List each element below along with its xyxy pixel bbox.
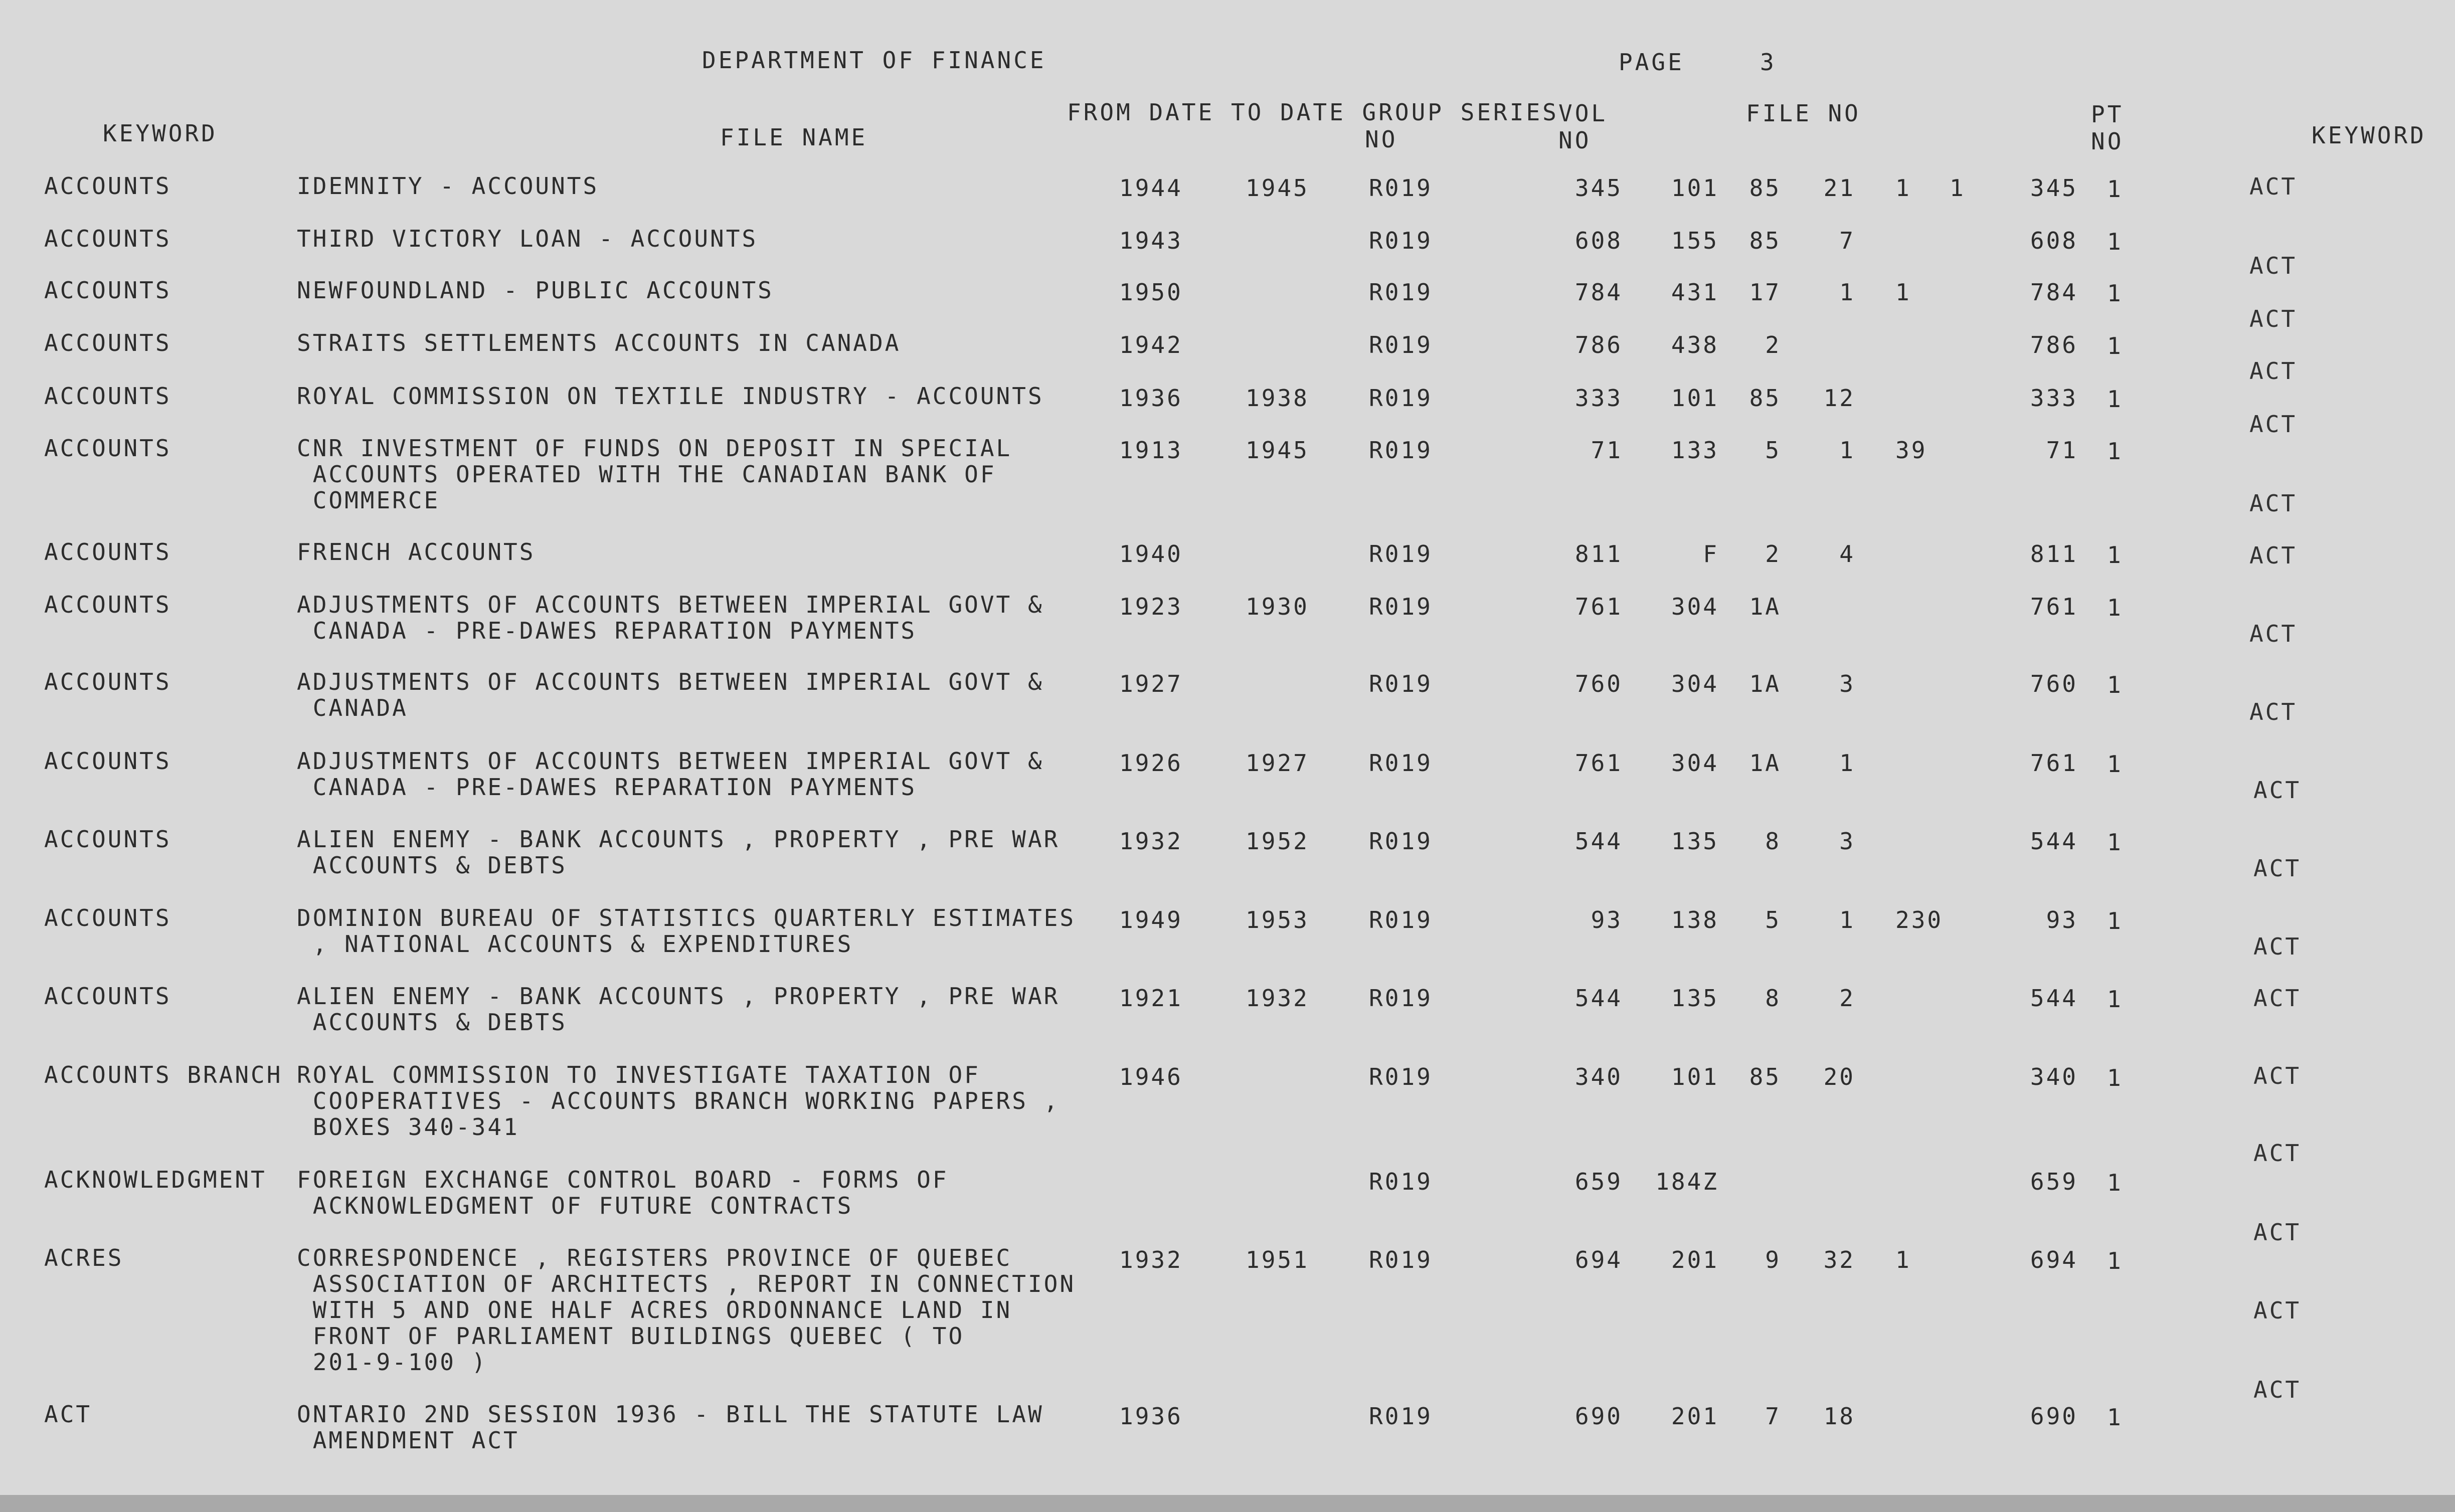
row-group: R019 xyxy=(1369,828,1433,855)
row-file-name-line: STRAITS SETTLEMENTS ACCOUNTS IN CANADA xyxy=(297,329,901,356)
row-file-no-1: 135 xyxy=(1671,828,1719,855)
row-file-vol: 544 xyxy=(2030,985,2078,1012)
row-vol: 690 xyxy=(1574,1403,1623,1430)
row-keyword: ACT xyxy=(44,1401,92,1428)
row-vol: 760 xyxy=(1574,670,1623,697)
row-group: R019 xyxy=(1369,437,1433,464)
row-keyword: ACCOUNTS xyxy=(44,747,171,775)
row-pt: 1 xyxy=(2107,332,2123,359)
row-file-vol: 761 xyxy=(2030,749,2078,777)
row-file-no-1: 101 xyxy=(1671,1063,1719,1090)
row-keyword: ACCOUNTS xyxy=(44,591,171,618)
row-file-no-2: 8 xyxy=(1765,828,1781,855)
row-pt: 1 xyxy=(2107,829,2123,856)
row-file-name-line: ACCOUNTS & DEBTS xyxy=(297,1009,567,1036)
row-group: R019 xyxy=(1369,749,1433,777)
row-pt: 1 xyxy=(2107,175,2123,203)
row-file-no-2: 5 xyxy=(1765,906,1781,933)
row-file-no-2: 2 xyxy=(1765,331,1781,358)
row-from-date: 1943 xyxy=(1119,227,1183,254)
row-keyword: ACCOUNTS xyxy=(44,668,171,695)
row-pt: 1 xyxy=(2107,750,2123,778)
right-keyword: ACT xyxy=(2249,620,2298,647)
row-group: R019 xyxy=(1369,385,1433,412)
row-file-no-3: 12 xyxy=(1823,385,1855,412)
right-keyword: ACT xyxy=(2249,542,2298,569)
row-vol: 608 xyxy=(1574,227,1623,254)
keyword-right-column-header: KEYWORD xyxy=(2312,122,2426,149)
row-file-vol: 659 xyxy=(2030,1168,2078,1195)
row-file-name-line: FRONT OF PARLIAMENT BUILDINGS QUEBEC ( TO xyxy=(297,1322,965,1350)
row-group: R019 xyxy=(1369,1063,1433,1090)
row-file-name-line: ACKNOWLEDGMENT OF FUTURE CONTRACTS xyxy=(297,1192,853,1219)
row-file-no-4: 1 xyxy=(1895,279,1911,306)
row-file-name-line: 201-9-100 ) xyxy=(297,1349,488,1376)
row-file-no-1: 201 xyxy=(1671,1403,1719,1430)
row-keyword: ACCOUNTS xyxy=(44,826,171,853)
row-file-no-2: 85 xyxy=(1749,1063,1781,1090)
right-keyword: ACT xyxy=(2253,1219,2302,1246)
row-to-date: 1945 xyxy=(1246,437,1309,464)
vol-column-header: VOL xyxy=(1558,100,1608,127)
row-file-no-1: 138 xyxy=(1671,906,1719,933)
right-keyword: ACT xyxy=(2249,698,2298,725)
row-to-date: 1952 xyxy=(1246,828,1309,855)
row-file-vol: 544 xyxy=(2030,828,2078,855)
row-vol: 659 xyxy=(1574,1168,1623,1195)
row-file-no-4: 230 xyxy=(1895,906,1944,933)
row-group: R019 xyxy=(1369,279,1433,306)
row-pt: 1 xyxy=(2107,907,2123,934)
row-file-name-line: CANADA - PRE-DAWES REPARATION PAYMENTS xyxy=(297,774,917,801)
row-file-vol: 811 xyxy=(2030,540,2078,568)
row-keyword: ACCOUNTS xyxy=(44,904,171,931)
row-file-name-line: ACCOUNTS OPERATED WITH THE CANADIAN BANK OF xyxy=(297,461,996,488)
row-file-name-line: ONTARIO 2ND SESSION 1936 - BILL THE STATUTE LAW xyxy=(297,1401,1044,1428)
row-keyword: ACKNOWLEDGMENT xyxy=(44,1166,267,1193)
row-from-date: 1923 xyxy=(1119,593,1183,620)
row-file-no-1: 438 xyxy=(1671,331,1719,358)
row-file-name-line: , NATIONAL ACCOUNTS & EXPENDITURES xyxy=(297,930,853,958)
row-file-no-1: 304 xyxy=(1671,749,1719,777)
row-vol: 786 xyxy=(1574,331,1623,358)
row-keyword: ACCOUNTS xyxy=(44,329,171,356)
right-keyword: ACT xyxy=(2249,173,2298,200)
row-file-name-line: ACCOUNTS & DEBTS xyxy=(297,852,567,879)
row-file-vol: 784 xyxy=(2030,279,2078,306)
row-file-name-line: ASSOCIATION OF ARCHITECTS , REPORT IN CONNECTION xyxy=(297,1270,1076,1297)
row-file-no-2: 7 xyxy=(1765,1403,1781,1430)
row-to-date: 1932 xyxy=(1246,985,1309,1012)
row-file-name-line: ADJUSTMENTS OF ACCOUNTS BETWEEN IMPERIAL GOVT & xyxy=(297,591,1044,618)
row-to-date: 1930 xyxy=(1246,593,1309,620)
row-from-date: 1949 xyxy=(1119,906,1183,933)
row-file-name-line: CNR INVESTMENT OF FUNDS ON DEPOSIT IN SPECIAL xyxy=(297,435,1012,462)
row-from-date: 1946 xyxy=(1119,1063,1183,1090)
row-file-no-5: 1 xyxy=(1950,174,1966,202)
row-keyword: ACCOUNTS xyxy=(44,172,171,200)
row-file-no-3: 2 xyxy=(1839,985,1855,1012)
row-vol: 340 xyxy=(1574,1063,1623,1090)
row-vol: 544 xyxy=(1574,985,1623,1012)
row-file-no-1: 184Z xyxy=(1655,1168,1719,1195)
row-file-vol: 340 xyxy=(2030,1063,2078,1090)
page-number: 3 xyxy=(1760,49,1777,76)
row-vol: 544 xyxy=(1574,828,1623,855)
right-keyword: ACT xyxy=(2249,411,2298,438)
row-pt: 1 xyxy=(2107,280,2123,307)
row-group: R019 xyxy=(1369,985,1433,1012)
right-keyword: ACT xyxy=(2249,357,2298,385)
row-file-no-2: 1A xyxy=(1749,670,1781,697)
row-pt: 1 xyxy=(2107,594,2123,621)
row-file-no-1: 101 xyxy=(1671,174,1719,202)
row-from-date: 1942 xyxy=(1119,331,1183,358)
file-name-column-header: FILE NAME xyxy=(720,124,868,151)
row-file-no-3: 20 xyxy=(1823,1063,1855,1090)
row-file-no-3: 4 xyxy=(1839,540,1855,568)
row-file-no-2: 2 xyxy=(1765,540,1781,568)
row-pt: 1 xyxy=(2107,986,2123,1013)
row-file-no-3: 3 xyxy=(1839,828,1855,855)
row-to-date: 1951 xyxy=(1246,1246,1309,1273)
row-file-no-1: F xyxy=(1703,540,1719,568)
row-file-name-line: DOMINION BUREAU OF STATISTICS QUARTERLY ESTIMATES xyxy=(297,904,1076,931)
pt-column-header: PT xyxy=(2091,101,2124,128)
file-no-column-header: FILE NO xyxy=(1746,100,1861,127)
row-file-no-1: 304 xyxy=(1671,593,1719,620)
row-from-date: 1944 xyxy=(1119,174,1183,202)
row-pt: 1 xyxy=(2107,671,2123,698)
row-from-date: 1913 xyxy=(1119,437,1183,464)
row-file-no-2: 17 xyxy=(1749,279,1781,306)
row-file-no-3: 3 xyxy=(1839,670,1855,697)
row-vol: 345 xyxy=(1574,174,1623,202)
row-file-name-line: NEWFOUNDLAND - PUBLIC ACCOUNTS xyxy=(297,277,774,304)
row-file-no-4: 1 xyxy=(1895,174,1911,202)
pt-no-column-header: NO xyxy=(2091,128,2124,155)
row-from-date: 1936 xyxy=(1119,1403,1183,1430)
right-keyword: ACT xyxy=(2253,855,2302,882)
row-file-no-4: 1 xyxy=(1895,1246,1911,1273)
row-file-name-line: CANADA - PRE-DAWES REPARATION PAYMENTS xyxy=(297,617,917,644)
row-file-no-1: 135 xyxy=(1671,985,1719,1012)
page-label: PAGE xyxy=(1619,49,1684,76)
row-from-date: 1932 xyxy=(1119,828,1183,855)
row-file-no-1: 201 xyxy=(1671,1246,1719,1273)
row-file-no-2: 85 xyxy=(1749,227,1781,254)
row-from-date: 1936 xyxy=(1119,385,1183,412)
row-keyword: ACCOUNTS xyxy=(44,538,171,565)
row-file-no-3: 7 xyxy=(1839,227,1855,254)
right-keyword: ACT xyxy=(2253,1140,2302,1167)
row-group: R019 xyxy=(1369,593,1433,620)
row-file-vol: 345 xyxy=(2030,174,2078,202)
row-to-date: 1938 xyxy=(1246,385,1309,412)
row-file-no-2: 85 xyxy=(1749,385,1781,412)
row-file-name-line: ROYAL COMMISSION TO INVESTIGATE TAXATION OF xyxy=(297,1061,980,1088)
right-keyword: ACT xyxy=(2253,1297,2302,1324)
row-file-name-line: ALIEN ENEMY - BANK ACCOUNTS , PROPERTY , PRE WAR xyxy=(297,826,1060,853)
row-from-date: 1927 xyxy=(1119,670,1183,697)
row-pt: 1 xyxy=(2107,386,2123,413)
row-pt: 1 xyxy=(2107,541,2123,569)
row-pt: 1 xyxy=(2107,1064,2123,1091)
row-vol: 694 xyxy=(1574,1246,1623,1273)
row-file-name-line: ADJUSTMENTS OF ACCOUNTS BETWEEN IMPERIAL GOVT & xyxy=(297,747,1044,775)
keyword-column-header: KEYWORD xyxy=(103,120,218,147)
row-to-date: 1945 xyxy=(1246,174,1309,202)
row-keyword: ACCOUNTS xyxy=(44,225,171,252)
row-file-name-line: ADJUSTMENTS OF ACCOUNTS BETWEEN IMPERIAL GOVT & xyxy=(297,668,1044,695)
row-file-no-2: 8 xyxy=(1765,985,1781,1012)
row-file-name-line: BOXES 340-341 xyxy=(297,1113,519,1141)
row-file-vol: 690 xyxy=(2030,1403,2078,1430)
row-file-name-line: FRENCH ACCOUNTS xyxy=(297,538,536,565)
department-title: DEPARTMENT OF FINANCE xyxy=(702,47,1046,74)
row-file-no-1: 304 xyxy=(1671,670,1719,697)
row-file-name-line: COMMERCE xyxy=(297,487,440,514)
right-keyword: ACT xyxy=(2249,490,2298,517)
dates-group-series-column-header: FROM DATE TO DATE GROUP SERIES xyxy=(1067,99,1559,126)
row-file-no-3: 1 xyxy=(1839,749,1855,777)
vol-no-column-header: NO xyxy=(1558,127,1592,154)
row-file-no-3: 21 xyxy=(1823,174,1855,202)
row-file-no-1: 155 xyxy=(1671,227,1719,254)
row-file-no-1: 101 xyxy=(1671,385,1719,412)
row-from-date: 1921 xyxy=(1119,985,1183,1012)
row-file-vol: 786 xyxy=(2030,331,2078,358)
row-file-no-3: 32 xyxy=(1823,1246,1855,1273)
page-bottom-edge xyxy=(0,1495,2455,1512)
row-file-vol: 333 xyxy=(2030,385,2078,412)
row-keyword: ACCOUNTS xyxy=(44,383,171,410)
row-keyword: ACCOUNTS xyxy=(44,983,171,1010)
right-keyword: ACT xyxy=(2249,252,2298,279)
row-pt: 1 xyxy=(2107,438,2123,465)
row-from-date: 1932 xyxy=(1119,1246,1183,1273)
row-file-name-line: IDEMNITY - ACCOUNTS xyxy=(297,172,599,200)
row-keyword: ACCOUNTS xyxy=(44,435,171,462)
row-file-vol: 93 xyxy=(2046,906,2078,933)
row-file-name-line: AMENDMENT ACT xyxy=(297,1427,519,1454)
row-group: R019 xyxy=(1369,1246,1433,1273)
row-file-no-2: 1A xyxy=(1749,749,1781,777)
row-vol: 761 xyxy=(1574,593,1623,620)
right-keyword: ACT xyxy=(2253,1376,2302,1403)
row-file-vol: 71 xyxy=(2046,437,2078,464)
row-file-no-2: 5 xyxy=(1765,437,1781,464)
row-keyword: ACRES xyxy=(44,1244,124,1271)
row-group: R019 xyxy=(1369,1403,1433,1430)
row-file-no-2: 85 xyxy=(1749,174,1781,202)
row-vol: 93 xyxy=(1591,906,1623,933)
row-pt: 1 xyxy=(2107,228,2123,255)
row-pt: 1 xyxy=(2107,1169,2123,1196)
row-file-name-line: THIRD VICTORY LOAN - ACCOUNTS xyxy=(297,225,758,252)
row-group: R019 xyxy=(1369,227,1433,254)
row-file-no-1: 431 xyxy=(1671,279,1719,306)
row-file-no-3: 1 xyxy=(1839,437,1855,464)
row-from-date: 1926 xyxy=(1119,749,1183,777)
row-vol: 761 xyxy=(1574,749,1623,777)
row-group: R019 xyxy=(1369,1168,1433,1195)
row-file-name-line: ROYAL COMMISSION ON TEXTILE INDUSTRY - ACCOUNTS xyxy=(297,383,1044,410)
row-file-name-line: CORRESPONDENCE , REGISTERS PROVINCE OF QUEBEC xyxy=(297,1244,1012,1271)
row-to-date: 1927 xyxy=(1246,749,1309,777)
row-group: R019 xyxy=(1369,174,1433,202)
row-file-no-4: 39 xyxy=(1895,437,1927,464)
row-from-date: 1950 xyxy=(1119,279,1183,306)
row-file-no-1: 133 xyxy=(1671,437,1719,464)
right-keyword: ACT xyxy=(2253,985,2302,1012)
row-file-no-2: 1A xyxy=(1749,593,1781,620)
row-file-name-line: COOPERATIVES - ACCOUNTS BRANCH WORKING PAPERS , xyxy=(297,1087,1060,1114)
row-file-name-line: ALIEN ENEMY - BANK ACCOUNTS , PROPERTY , PRE WAR xyxy=(297,983,1060,1010)
right-keyword: ACT xyxy=(2249,305,2298,332)
row-vol: 784 xyxy=(1574,279,1623,306)
row-vol: 811 xyxy=(1574,540,1623,568)
row-group: R019 xyxy=(1369,540,1433,568)
row-group: R019 xyxy=(1369,670,1433,697)
row-keyword: ACCOUNTS xyxy=(44,277,171,304)
row-pt: 1 xyxy=(2107,1247,2123,1274)
row-to-date: 1953 xyxy=(1246,906,1309,933)
row-file-vol: 761 xyxy=(2030,593,2078,620)
row-group: R019 xyxy=(1369,906,1433,933)
row-file-name-line: CANADA xyxy=(297,694,408,721)
row-file-name-line: FOREIGN EXCHANGE CONTROL BOARD - FORMS OF xyxy=(297,1166,949,1193)
row-file-no-2: 9 xyxy=(1765,1246,1781,1273)
row-vol: 71 xyxy=(1591,437,1623,464)
row-file-vol: 694 xyxy=(2030,1246,2078,1273)
row-group: R019 xyxy=(1369,331,1433,358)
row-vol: 333 xyxy=(1574,385,1623,412)
row-file-no-3: 1 xyxy=(1839,906,1855,933)
row-file-no-3: 1 xyxy=(1839,279,1855,306)
group-no-column-header: NO xyxy=(1365,126,1398,153)
row-file-no-3: 18 xyxy=(1823,1403,1855,1430)
row-from-date: 1940 xyxy=(1119,540,1183,568)
right-keyword: ACT xyxy=(2253,777,2302,804)
row-file-vol: 608 xyxy=(2030,227,2078,254)
right-keyword: ACT xyxy=(2253,933,2302,960)
right-keyword: ACT xyxy=(2253,1062,2302,1089)
row-file-name-line: WITH 5 AND ONE HALF ACRES ORDONNANCE LAND IN xyxy=(297,1296,1012,1324)
row-pt: 1 xyxy=(2107,1404,2123,1431)
row-keyword: ACCOUNTS BRANCH xyxy=(44,1061,283,1088)
row-file-vol: 760 xyxy=(2030,670,2078,697)
